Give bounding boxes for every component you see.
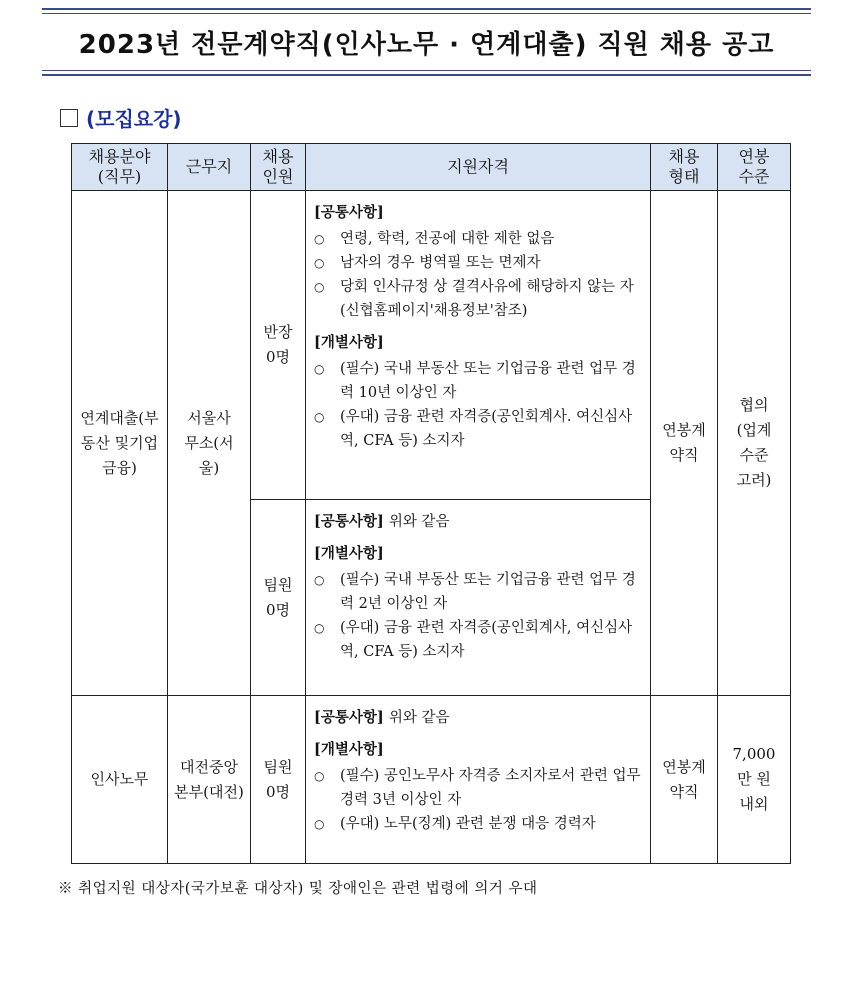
header-headcount xyxy=(251,144,306,191)
header-type xyxy=(651,144,718,191)
list-item: ○ 당회 인사규정 상 결격사유에 해당하지 않는 자(신협홈페이지'채용정보'참조) xyxy=(314,275,644,323)
headcount-text: 팀원0명 xyxy=(263,757,293,801)
salary-text: 협의(업계수준고려) xyxy=(736,396,772,489)
header-type-label: 채용형태 xyxy=(668,147,700,186)
table-row xyxy=(72,191,791,500)
header-salary xyxy=(718,144,791,191)
header-location: 근무지 xyxy=(168,144,251,191)
cell-qualification xyxy=(306,500,651,696)
common-text: 위와 같음 xyxy=(388,514,450,530)
common-heading: [공통사항] xyxy=(314,204,384,221)
individual-list xyxy=(314,357,644,453)
cell-salary xyxy=(718,191,791,696)
header-field-label: 채용분야(직무) xyxy=(88,147,151,186)
type-text: 연봉계약직 xyxy=(662,421,706,464)
table-row xyxy=(72,696,791,864)
individual-heading: [개별사항] xyxy=(314,741,384,758)
header-field xyxy=(72,144,168,191)
cell-qualification xyxy=(306,696,651,864)
cell-headcount xyxy=(251,696,306,864)
common-text: 위와 같음 xyxy=(388,710,450,726)
list-item: ○ (우대) 금융 관련 자격증(공인회계사, 여신심사역, CFA 등) 소지자 xyxy=(314,616,644,664)
common-heading: [공통사항] xyxy=(314,709,384,726)
individual-heading: [개별사항] xyxy=(314,334,384,351)
list-item: ○ 연령, 학력, 전공에 대한 제한 없음 xyxy=(314,227,644,251)
common-list xyxy=(314,227,644,323)
salary-text: 7,000만 원내외 xyxy=(732,745,776,813)
cell-location xyxy=(168,191,251,696)
individual-list xyxy=(314,568,644,664)
list-item: ○ (필수) 공인노무사 자격증 소지자로서 관련 업무 경력 3년 이상인 자 xyxy=(314,764,644,812)
list-item: ○ (우대) 노무(징계) 관련 분쟁 대응 경력자 xyxy=(314,812,644,836)
page-title: 2023년 전문계약직(인사노무 · 연계대출) 직원 채용 공고 xyxy=(78,30,775,60)
cell-type xyxy=(651,696,718,864)
headcount-text: 팀원0명 xyxy=(263,575,293,619)
section-label: (모집요강) xyxy=(86,107,182,131)
footnote: ※ 취업지원 대상자(국가보훈 대상자) 및 장애인은 관련 법령에 의거 우대 xyxy=(58,881,538,897)
cell-qualification xyxy=(306,191,651,500)
title-banner xyxy=(42,8,811,76)
table-header-row xyxy=(72,144,791,191)
common-heading-line xyxy=(314,510,644,534)
cell-field xyxy=(72,191,168,696)
header-salary-label: 연봉수준 xyxy=(738,147,770,186)
cell-type xyxy=(651,191,718,696)
common-heading: [공통사항] xyxy=(314,513,384,530)
individual-list xyxy=(314,764,644,836)
header-headcount-label: 채용인원 xyxy=(262,147,294,186)
location-text: 서울사무소(서울) xyxy=(184,408,234,477)
section-heading xyxy=(60,103,182,132)
type-text: 연봉계약직 xyxy=(662,757,706,801)
individual-heading: [개별사항] xyxy=(314,545,384,562)
location-text: 대전중앙본부(대전) xyxy=(174,757,244,801)
field-text: 인사노무 xyxy=(90,770,149,788)
cell-field xyxy=(72,696,168,864)
list-item: ○ 남자의 경우 병역필 또는 면제자 xyxy=(314,251,644,275)
cell-headcount xyxy=(251,191,306,500)
header-qualification: 지원자격 xyxy=(306,144,651,191)
field-text: 연계대출(부동산 및기업금융) xyxy=(80,408,159,477)
common-heading-line xyxy=(314,706,644,730)
list-item: ○ (우대) 금융 관련 자격증(공인회계사. 여신심사역, CFA 등) 소지자 xyxy=(314,405,644,453)
cell-headcount xyxy=(251,500,306,696)
cell-salary xyxy=(718,696,791,864)
list-item: ○ (필수) 국내 부동산 또는 기업금융 관련 업무 경력 2년 이상인 자 xyxy=(314,568,644,616)
checkbox-icon xyxy=(60,109,78,127)
recruitment-table xyxy=(71,143,791,864)
headcount-text: 반장0명 xyxy=(263,323,293,366)
list-item: ○ (필수) 국내 부동산 또는 기업금융 관련 업무 경력 10년 이상인 자 xyxy=(314,357,644,405)
cell-location xyxy=(168,696,251,864)
